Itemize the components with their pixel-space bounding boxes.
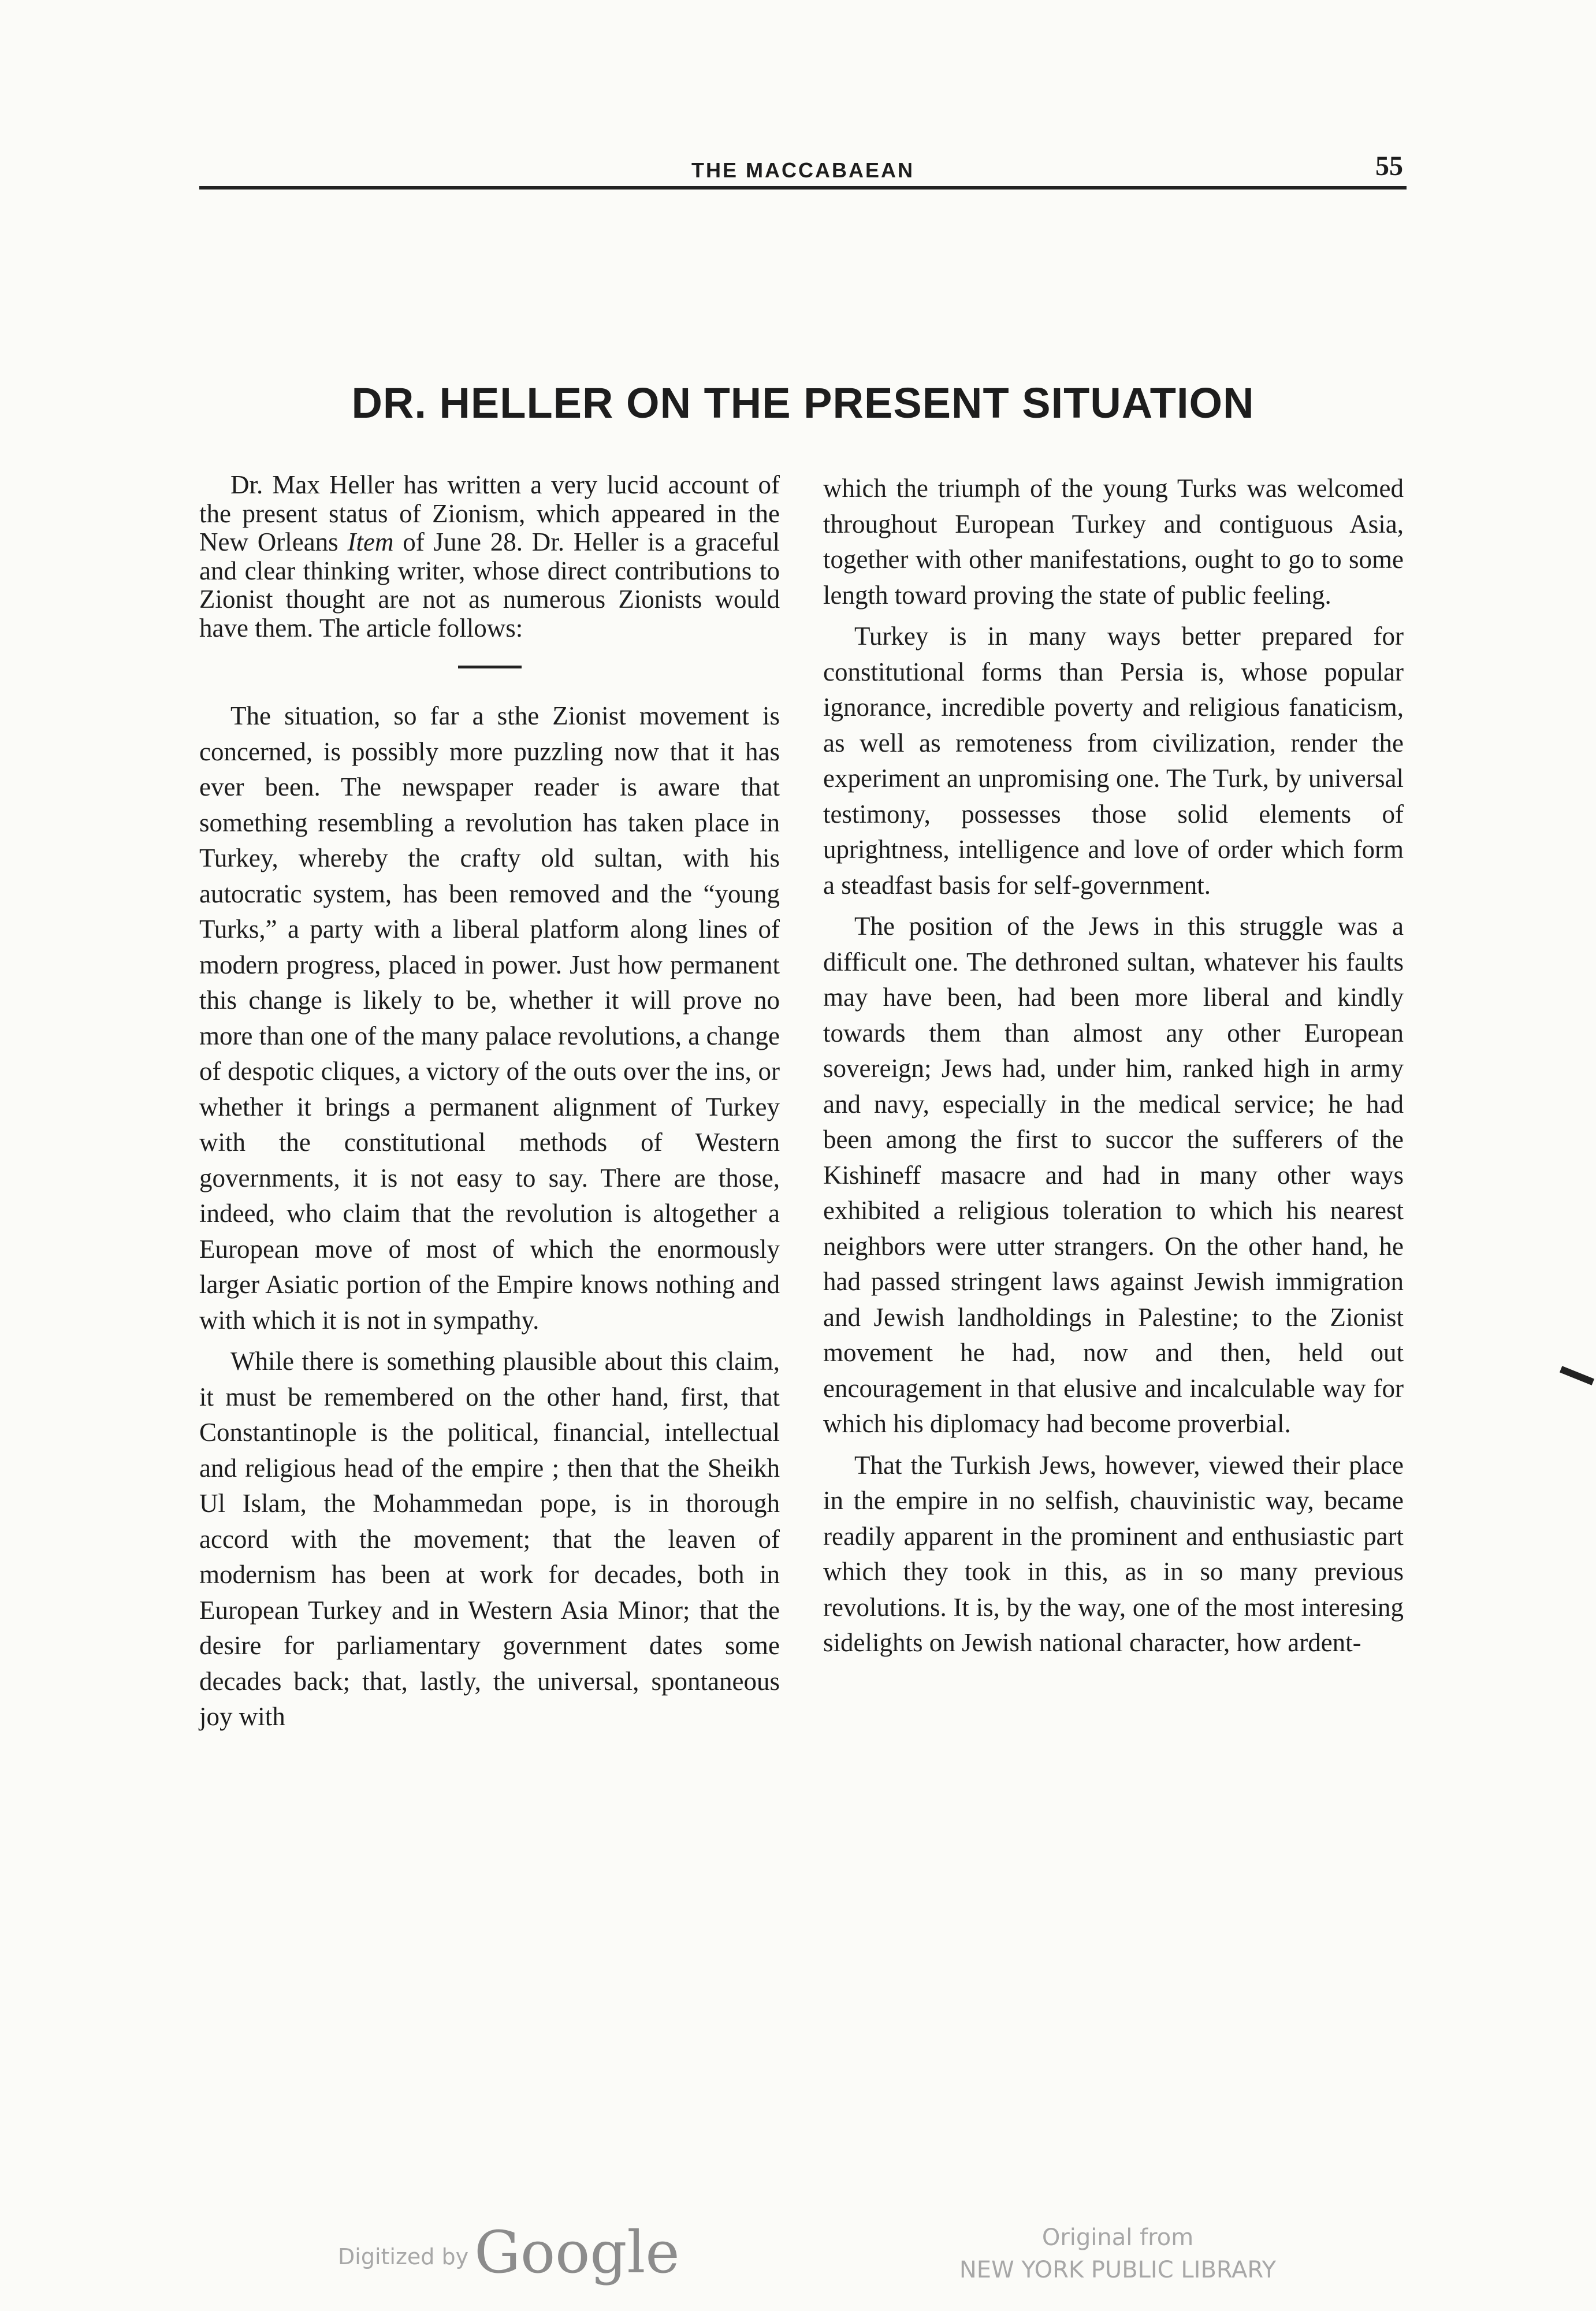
digitized-watermark — [338, 2219, 680, 2286]
newspaper-name: Item — [347, 527, 394, 556]
source-watermark — [939, 2221, 1297, 2286]
intro-paragraph — [199, 471, 780, 642]
paragraph: Turkey is in many ways better prepared for constitutional forms than Persia is, whose popular ignorance, incredible poverty and religious fanaticism, as well as remoteness from civilization, render the experiment an unpromising one. The Turk, by universal testimony, possesses those solid elements of uprightness, intelligence and love of order which form a steadfast basis for self-government. — [823, 622, 1404, 900]
paragraph: That the Turkish Jews, however, viewed their place in the empire in no selfish, chauvinistic way, became readily apparent in the prominent and enthusiastic part which they took in this, as in so many previous revolutions. It is, by the way, one of the most interesing sidelights on Jewish national character, how ardent- — [823, 1450, 1404, 1657]
intro-text-end: of June 28. Dr. Heller is a graceful and clear thinking writer, whose direct contributions to Zionist thought are not as numerous Zionists would have them. The article follows: — [199, 527, 780, 642]
section-divider — [458, 666, 522, 668]
digitized-by-label: Digitized by — [338, 2244, 469, 2269]
library-name: NEW YORK PUBLIC LIBRARY — [959, 2257, 1277, 2283]
running-header — [199, 151, 1407, 190]
page-number: 55 — [1375, 151, 1403, 181]
paragraph: The position of the Jews in this struggle was a difficult one. The dethroned sultan, whatever his faults may have been, had been more liberal and kindly towards them than almost any other European sovereign; Jews had, under him, ranked high in army and navy, especially in the medical service; he had been among the first to succor the sufferers of the Kishineff masacre and had in many other ways exhibited a religious toleration to which his nearest neighbors were utter strangers. On the other hand, he had passed stringent laws against Jewish immigration and Jewish landholdings in Palestine; to the Zionist movement he had, now and then, held out encouragement in that elusive and incalculable way for which his diplomacy had become proverbial. — [823, 912, 1404, 1438]
left-column — [199, 471, 780, 1741]
google-logo-text: Google — [474, 2219, 680, 2286]
paragraph: The situation, so far a sthe Zionist movement is concerned, is possibly more puzzling now that it has ever been. The newspaper reader is aware that something resembling a revolution has taken place in Turkey, whereby the crafty old sultan, with his autocratic system, has been removed and the “young Turks,” a party with a liberal platform along lines of modern progress, placed in power. Just how permanent this change is likely to be, whether it will prove no more than one of the many palace revolutions, a change of despotic cliques, a victory of the outs over the ins, or whether it brings a permanent alignment of Turkey with the constitutional methods of Western governments, it is not easy to say. There are those, indeed, who claim that the revolution is altogether a European move of most of which the enormously larger Asiatic portion of the Empire knows nothing and with which it is not in sympathy. — [199, 701, 780, 1335]
scan-mark — [1560, 1366, 1594, 1385]
paragraph: While there is something plausible about this claim, it must be remembered on the other hand, first, that Constantinople is the political, financial, intellectual and religious head of the empire ; then that the Sheikh Ul Islam, the Mohammedan pope, is in thorough accord with the movement; that the leaven of modernism has been at work for decades, both in European Turkey and in Western Asia Minor; that the desire for parliamentary government dates some decades back; that, lastly, the universal, spontaneous joy with — [199, 1347, 780, 1731]
original-from-label: Original from — [1041, 2224, 1194, 2251]
intro-note — [199, 471, 780, 642]
paragraph-continued: which the triumph of the young Turks was welcomed throughout European Turkey and contiguous Asia, together with other manifestations, ought to go to some length toward proving the state of public feeling. — [823, 474, 1404, 610]
article-body-left — [199, 698, 780, 1735]
running-title: THE MACCABAEAN — [691, 158, 914, 182]
article-title: DR. HELLER ON THE PRESENT SITUATION — [351, 379, 1255, 427]
intro-text-start: Dr. Max Heller has written a very lucid account of the present status of Zionism, which appeared in the New Orleans — [199, 470, 780, 556]
right-column — [823, 471, 1404, 1667]
